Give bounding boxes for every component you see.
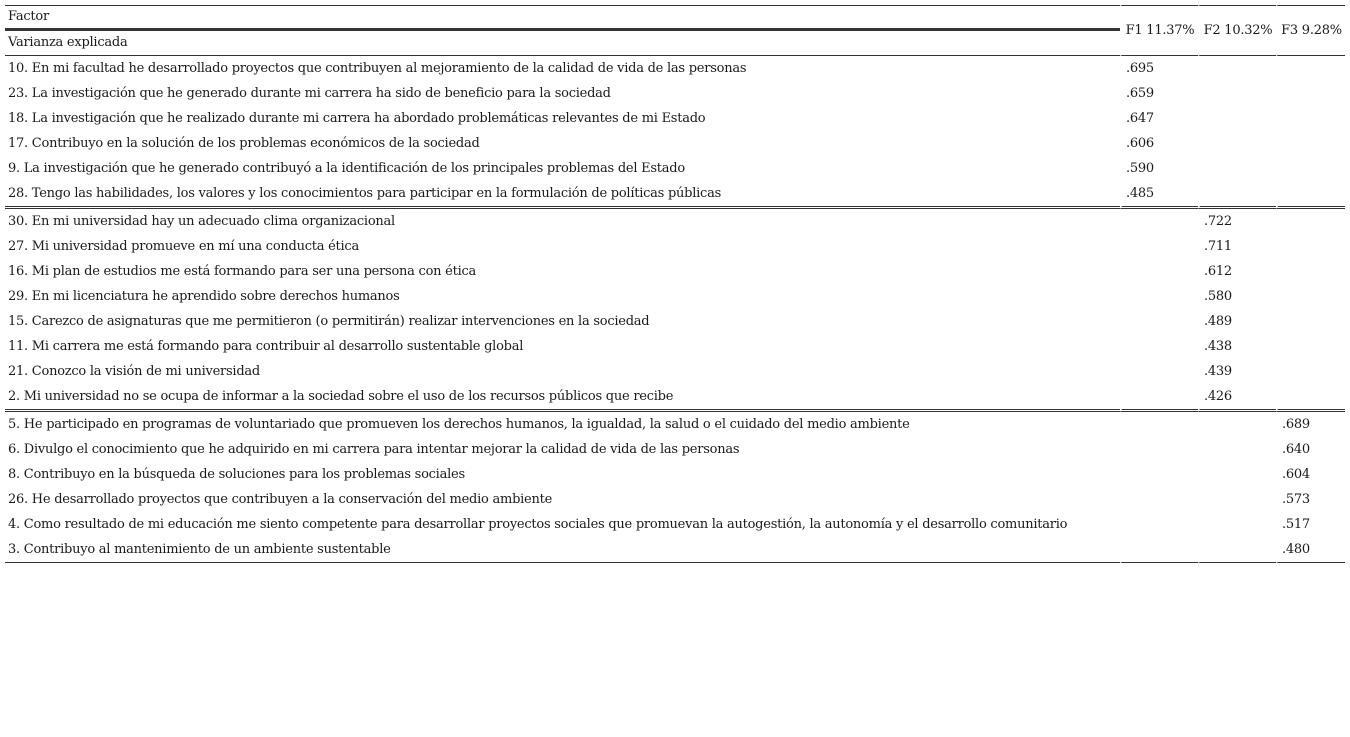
f3-loading-cell: .480	[1276, 537, 1345, 563]
f1-loading-cell: .590	[1120, 156, 1198, 181]
f3-loading-cell: .517	[1276, 512, 1345, 537]
f2-loading-cell	[1198, 462, 1276, 487]
table-row	[5, 106, 1345, 131]
f1-loading-cell	[1120, 334, 1198, 359]
f3-loading-cell	[1276, 259, 1345, 284]
f2-loading-cell: .426	[1198, 384, 1276, 412]
f2-loading-cell	[1198, 106, 1276, 131]
table-row	[5, 412, 1345, 437]
f3-loading-cell	[1276, 309, 1345, 334]
f3-loading-cell	[1276, 334, 1345, 359]
f3-loading-cell	[1276, 359, 1345, 384]
table-row	[5, 131, 1345, 156]
f3-loading-cell	[1276, 284, 1345, 309]
f1-loading-cell: .659	[1120, 81, 1198, 106]
table-row	[5, 209, 1345, 234]
item-cell: 17. Contribuyo en la solución de los problemas económicos de la sociedad	[8, 136, 480, 151]
item-cell: 3. Contribuyo al mantenimiento de un ambiente sustentable	[5, 537, 1120, 563]
f2-loading-cell	[1198, 181, 1276, 209]
f2-loading-cell: .612	[1198, 259, 1276, 284]
item-cell: 27. Mi universidad promueve en mí una conducta ética	[8, 239, 359, 254]
header-row	[5, 5, 1345, 29]
f3-loading-cell	[1276, 234, 1345, 259]
table-row	[5, 359, 1345, 384]
f2-loading-cell: .489	[1198, 309, 1276, 334]
item-cell: 6. Divulgo el conocimiento que he adquirido en mi carrera para intentar mejorar la calidad de vida de las personas	[8, 442, 740, 457]
f2-loading-cell: .580	[1198, 284, 1276, 309]
table-row	[5, 56, 1345, 81]
item-cell: 10. En mi facultad he desarrollado proyectos que contribuyen al mejoramiento de la calidad de vida de las personas	[8, 61, 747, 76]
f1-loading-cell: .485	[1120, 181, 1198, 209]
table-row	[5, 234, 1345, 259]
f3-loading-cell	[1276, 384, 1345, 412]
f1-loading-cell: .695	[1120, 56, 1198, 81]
f2-header: F2 10.32%	[1198, 5, 1276, 56]
f3-loading-cell	[1276, 131, 1345, 156]
table-row	[5, 384, 1345, 412]
f2-loading-cell	[1198, 56, 1276, 81]
f3-loading-cell: .604	[1276, 462, 1345, 487]
f3-loading-cell	[1276, 81, 1345, 106]
table-row	[5, 284, 1345, 309]
f1-loading-cell	[1120, 234, 1198, 259]
f1-loading-cell: .647	[1120, 106, 1198, 131]
item-cell: 21. Conozco la visión de mi universidad	[8, 364, 260, 379]
item-cell: 4. Como resultado de mi educación me siento competente para desarrollar proyectos sociales que promuevan la autogestión, la autonomía y el desarrollo comunitario	[8, 517, 1068, 532]
factor-loadings-table-container	[5, 5, 1345, 563]
item-cell: 5. He participado en programas de voluntariado que promueven los derechos humanos, la igualdad, la salud o el cuidado del medio ambiente	[8, 417, 910, 432]
f1-loading-cell: .606	[1120, 131, 1198, 156]
table-header	[5, 5, 1345, 56]
f2-loading-cell: .711	[1198, 234, 1276, 259]
table-row	[5, 181, 1345, 209]
table-row	[5, 259, 1345, 284]
factor-loadings-table	[5, 5, 1345, 563]
item-cell: 28. Tengo las habilidades, los valores y los conocimientos para participar en la formulación de políticas públicas	[5, 181, 1120, 209]
f2-loading-cell	[1198, 437, 1276, 462]
f1-loading-cell	[1120, 512, 1198, 537]
table-row	[5, 537, 1345, 563]
table-row	[5, 81, 1345, 106]
f1-loading-cell	[1120, 309, 1198, 334]
table-body	[5, 56, 1345, 563]
f3-loading-cell: .640	[1276, 437, 1345, 462]
f3-loading-cell	[1276, 106, 1345, 131]
item-cell: 9. La investigación que he generado contribuyó a la identificación de los principales problemas del Estado	[8, 161, 685, 176]
f3-loading-cell: .573	[1276, 487, 1345, 512]
factor-header: Factor	[5, 5, 1120, 29]
f1-loading-cell	[1120, 462, 1198, 487]
f2-loading-cell	[1198, 81, 1276, 106]
f3-loading-cell	[1276, 209, 1345, 234]
f3-loading-cell	[1276, 156, 1345, 181]
f2-loading-cell	[1198, 487, 1276, 512]
item-cell: 11. Mi carrera me está formando para contribuir al desarrollo sustentable global	[8, 339, 524, 354]
table-row	[5, 309, 1345, 334]
item-cell: 29. En mi licenciatura he aprendido sobre derechos humanos	[8, 289, 400, 304]
f2-loading-cell	[1198, 537, 1276, 563]
item-cell: 8. Contribuyo en la búsqueda de soluciones para los problemas sociales	[8, 467, 465, 482]
f3-loading-cell: .689	[1276, 412, 1345, 437]
f1-loading-cell	[1120, 284, 1198, 309]
f2-loading-cell	[1198, 131, 1276, 156]
variance-label: Varianza explicada	[5, 29, 1120, 56]
f3-header: F3 9.28%	[1276, 5, 1345, 56]
table-row	[5, 487, 1345, 512]
f1-loading-cell	[1120, 487, 1198, 512]
f2-loading-cell: .439	[1198, 359, 1276, 384]
item-cell: 16. Mi plan de estudios me está formando para ser una persona con ética	[8, 264, 477, 279]
item-cell: 18. La investigación que he realizado durante mi carrera ha abordado problemáticas relevantes de mi Estado	[8, 111, 706, 126]
table-row	[5, 462, 1345, 487]
f2-loading-cell: .722	[1198, 209, 1276, 234]
item-cell: 30. En mi universidad hay un adecuado clima organizacional	[8, 214, 395, 229]
f2-loading-cell	[1198, 412, 1276, 437]
table-row	[5, 512, 1345, 537]
f1-loading-cell	[1120, 412, 1198, 437]
f1-loading-cell	[1120, 359, 1198, 384]
f1-loading-cell	[1120, 209, 1198, 234]
item-cell: 23. La investigación que he generado durante mi carrera ha sido de beneficio para la sociedad	[8, 86, 611, 101]
f1-loading-cell	[1120, 537, 1198, 563]
f1-header: F1 11.37%	[1120, 5, 1198, 56]
f3-loading-cell	[1276, 56, 1345, 81]
f2-loading-cell	[1198, 156, 1276, 181]
table-row	[5, 156, 1345, 181]
f2-loading-cell	[1198, 512, 1276, 537]
item-cell: 2. Mi universidad no se ocupa de informar a la sociedad sobre el uso de los recursos públicos que recibe	[5, 384, 1120, 412]
f2-loading-cell: .438	[1198, 334, 1276, 359]
item-cell: 15. Carezco de asignaturas que me permitieron (o permitirán) realizar intervenciones en la sociedad	[8, 314, 650, 329]
item-cell: 26. He desarrollado proyectos que contribuyen a la conservación del medio ambiente	[8, 492, 553, 507]
f1-loading-cell	[1120, 259, 1198, 284]
f1-loading-cell	[1120, 384, 1198, 412]
f3-loading-cell	[1276, 181, 1345, 209]
f1-loading-cell	[1120, 437, 1198, 462]
table-row	[5, 334, 1345, 359]
table-row	[5, 437, 1345, 462]
